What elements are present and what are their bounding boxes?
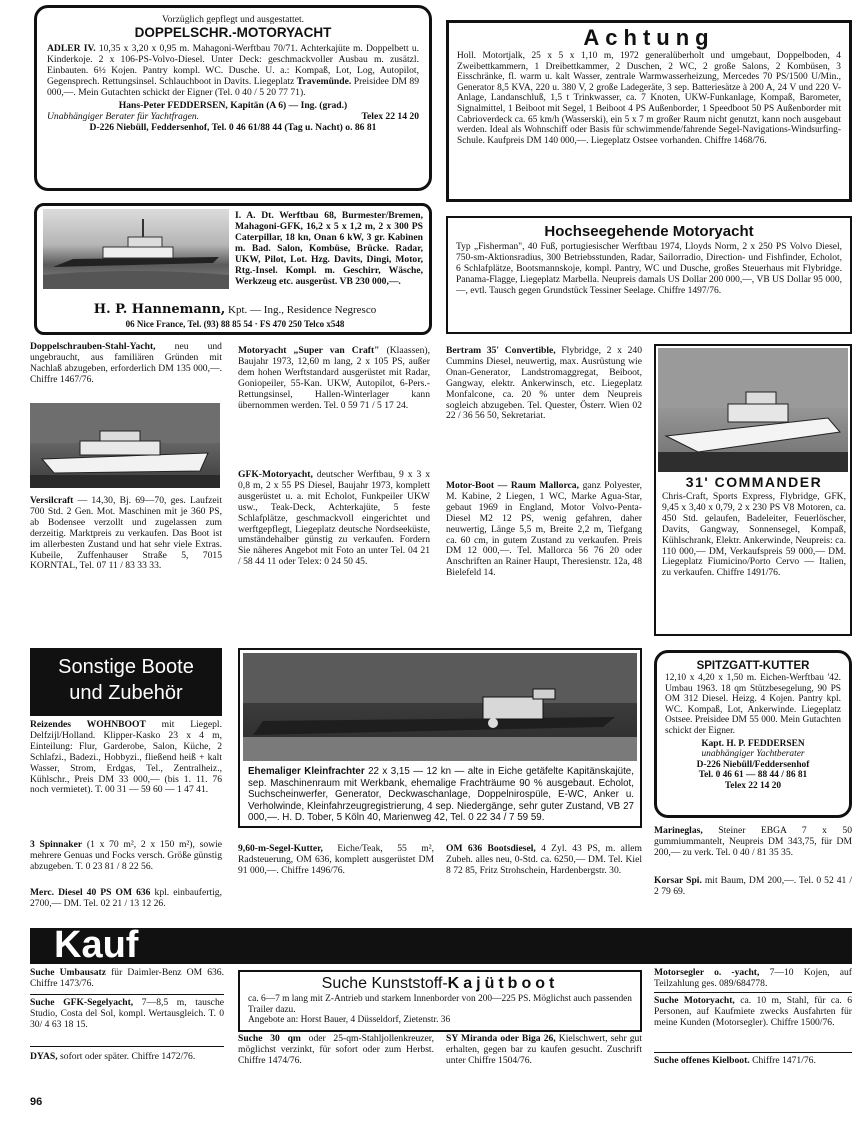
signature-role: Kpt. — Ing., Residence Negresco: [228, 304, 377, 316]
ad-title: OM 636 Bootsdiesel,: [446, 844, 536, 854]
ad-body: Chris-Craft, Sports Express, Flybridge, GFK, 9,45 x 3,40 x 0,79, 2 x 230 PS V8 Motoren, ca. 450 Std. gelaufen, Badeleiter, Feuerlöscher, Davits, Gangway, Sonnensegel, Kompaß, Kühlschrank, Elektr. Ankerwinde, Neupreis: ca. 110 000,— DM, Verkaufspreis 59 000,— DM. Liegeplatz Fiumicino/Porto Cervo — Italien, zu verkaufen. Chiffre 1491/76.: [662, 491, 846, 579]
ad-title: Reizendes WOHNBOOT: [30, 720, 146, 730]
ad-body: Typ „Fisherman", 40 Fuß, portugiesischer Werftbau 1974, Lloyds Norm, 2 x 250 PS Volvo Diesel, 750-sm-Aktionsradius, 300 Betriebsstunden, Radar, Sailorradio, Direction- und Fishfinder, Echolot, 6 Schlafplätze, Bootsmannskoje, kompl. Pantry, WC und Dusche, großes Steuerhaus mit Flybridge. Panama-Flagge, Liegeplatz Marbella. Neupreis damals US Dollar 200 000,—, VB US Dollar 95 000,—, evtl. Tausch gegen Grundstück Tessiner Seelage. Chiffre 1497/76.: [456, 242, 842, 296]
ad-title: Suche Kunststoff-: [321, 975, 448, 992]
ad-marineglas: [654, 826, 852, 859]
ad-om636-bootsdiesel: [446, 844, 642, 877]
ad-achtung: [446, 20, 852, 202]
ad-title: Motorsegler o. -yacht,: [654, 968, 760, 978]
ad-motorsegler: [654, 968, 852, 990]
ad-body: Kielschwert, sehr gut erhalten, gegen bar zu kaufen gesucht. Zuschrift unter Chiffre 1504/76.: [446, 1034, 642, 1066]
ad-title: 3 Spinnaker: [30, 840, 83, 850]
ad-body: mit Baum, DM 200,—. Tel. 0 52 41 / 2 79 69.: [654, 876, 852, 897]
ad-body: ca. 10 m, Stahl, für ca. 6 Personen, auf Kaufmiete zwecks Ausfahrten für meine Kunden (Motorsegler). Chiffre 1500/76.: [654, 996, 852, 1028]
ad-suche-motoryacht: [654, 996, 852, 1029]
ad-body-2: Preisidee DM 89 000,—. Mein Gutachten schickt der Eigner (Tel. 0 40 / 5 20 77 71).: [47, 76, 420, 98]
ad-title: 9,60-m-Segel-Kutter,: [238, 844, 323, 854]
ad-doppelschr-motoryacht: [34, 5, 432, 191]
ad-body: für Daimler-Benz OM 636. Chiffre 1473/76.: [30, 968, 224, 989]
commander-photo: [658, 348, 848, 472]
ad-body: 4 Zyl. 43 PS, m. allem Zubeh. alles neu, 0-Std. ca. 6250,— DM. Tel. Kiel 8 72 85, Fritz Strohschein, Hardenbergstr. 30.: [446, 844, 642, 876]
divider: [30, 994, 224, 995]
divider: [30, 1046, 224, 1047]
contact-name: Hans-Peter FEDDERSEN, Kapitän (A 6) — Ing. (grad.): [118, 100, 348, 111]
ad-30qm: [238, 1034, 434, 1067]
ad-super-van-craft: [238, 346, 430, 411]
versilcraft-image: [30, 403, 220, 488]
ad-stahl-yacht: [30, 342, 222, 386]
ad-body: neu und ungebraucht, aus familiären Gründen mit Nachlaß abzugeben, erforderlich DM 135 000,—. Chiffre 1467/76.: [30, 342, 222, 385]
contact-role: unabhängiger Yachtberater: [701, 749, 805, 760]
ad-title: DOPPELSCHR.-MOTORYACHT: [134, 25, 332, 40]
ad-hochseegehende-motoryacht: [446, 216, 852, 334]
ad-kleinfrachter: [238, 648, 642, 828]
ad-title: Achtung: [583, 25, 715, 50]
ad-body: 7—10 Kojen, auf Teilzahlung ges. 089/684778.: [654, 968, 852, 989]
ad-title: Marineglas,: [654, 826, 703, 836]
ad-spinnaker: [30, 840, 222, 873]
section-header-sonstige-boote: [30, 648, 222, 716]
ad-title: Suche Motoryacht,: [654, 996, 735, 1006]
ad-merc-diesel: [30, 888, 222, 910]
ad-sy-miranda: [446, 1034, 642, 1067]
ad-gfk-motoryacht: [238, 470, 430, 568]
contact-address: D-226 Niebüll/Feddersenhof: [696, 759, 810, 770]
ad-body: sofort oder später. Chiffre 1472/76.: [60, 1052, 196, 1062]
commander-image: [658, 348, 848, 472]
divider: [654, 992, 852, 993]
ad-body: kpl. einbaufertig, 2700,— DM. Tel. 02 21 / 13 12 26.: [30, 888, 222, 909]
ad-versilcraft: [30, 496, 222, 572]
ad-title: Hochseegehende Motoryacht: [544, 223, 754, 240]
ad-title: Doppelschrauben-Stahl-Yacht,: [30, 342, 156, 352]
ad-umbausatz: [30, 968, 224, 990]
ad-dyas: [30, 1052, 224, 1063]
ad-body: Flybridge, 2 x 240 Cummins Diesel, neuwertig, max. Ausrüstung wie Onan-Generator, Landstromaggregat, Beiboot, Gangway, elektr. Ankerwinsch, etc. Liegeplatz Monfalcone, ca. 20 % unter dem Neupreis sogleich abzugeben. Tel. Quester, Österr. Wien 02 22 / 36 56 50, Sekretariat.: [446, 346, 642, 422]
contact-name: Kapt. H. P. FEDDERSEN: [701, 738, 805, 749]
ad-body: I. A. Dt. Werftbau 68, Burmester/Bremen, Mahagoni-GFK, 16,2 x 5 x 1,2 m, 2 x 300 PS Caterpillar, 18 kn, Onan 6 kW, 3 gr. Kabinen m. Bad. Salon, Kombüse, Brücke. Radar, UKW, Pilot, Lot. Hzg. Davits, Dingi, Motor, Rtg.-Insel. Kompl. m. Geschirr, Wäsche, Werkzeug etc. ausgerüst. VB 230 000,—.: [235, 210, 423, 287]
ad-title: Suche GFK-Segelyacht,: [30, 998, 134, 1008]
ad-kunststoff-kajuetboot: [238, 970, 642, 1032]
ad-gfk-segelyacht: [30, 998, 224, 1031]
ad-title: Suche Umbausatz: [30, 968, 106, 978]
ad-motor-boot-mallorca: [446, 481, 642, 579]
ad-wohnboot: [30, 720, 222, 796]
contact-tel: Tel. 0 46 61 — 88 44 / 86 81: [698, 770, 808, 781]
contact-telex: Telex 22 14 20: [724, 780, 782, 791]
ad-body: (1 x 70 m², 2 x 150 m²), sowie mehrere Genuas und Focks versch. Größe günstig abzugeben. T. 0 23 81 / 8 22 56.: [30, 840, 222, 872]
ad-body: 22 x 3,15 — 12 kn — alte in Eiche getäfelte Kapitänskajüte, sep. Maschinenraum mit Werkbank, ehemalige Frachträume 90 % ausgebaut. Echolot, Suchscheinwerfer, Generator, Deckwaschanlage, Doppelnirospüle, E-WC, Anker u. Verholwinde, Kleinfahrzeugregistrierung, 4 sep. Niedergänge, sehr guter Zustand, VB 27 000,—. H. D. Tober, 5 Köln 40, Marienweg 42, Tel. 0 22 34 / 7 59 59.: [248, 766, 634, 823]
ad-title: GFK-Motoryacht,: [238, 470, 313, 480]
contact-telex: Telex 22 14 20: [361, 111, 419, 122]
ad-31-commander: [654, 344, 852, 636]
page-number: 96: [30, 1096, 43, 1108]
ad-bertram: [446, 346, 642, 422]
contact-address: 06 Nice France, Tel. (93) 88 85 54 · FS 470 250 Telco x548: [125, 319, 345, 329]
ad-body: — 14,30, Bj. 69—70, ges. Laufzeit 700 Std. 2 Gen. Mot. Maschinen mit je 360 PS, ab Bodensee verzollt und zugelassen zum derzeitig. Marktpreis zu verkaufen. Das Boot ist im allerbesten Zustand und hat sehr viele Extras. Kubeile, Zuffenhauser Straße 5, 7015 KORNTAL, Tel. 07 11 / 83 33 33.: [30, 496, 222, 572]
ad-body: ca. 6—7 m lang mit Z-Antrieb und starkem Innenborder von 200—225 PS. Möglichst auch passenden Trailer dazu.: [248, 994, 632, 1015]
ad-spitzgatt-kutter: [654, 650, 852, 818]
ad-segel-kutter: [238, 844, 434, 877]
ad-werftbau: [34, 203, 432, 335]
ad-title: DYAS,: [30, 1052, 58, 1062]
ad-body: oder 25-qm-Stahljollenkreuzer, möglichst verzinkt, für sofort oder zum Herbst. Chiffre 1474/76.: [238, 1034, 434, 1066]
ad-body: 12,10 x 4,20 x 1,50 m. Eichen-Werftbau '42. Umbau 1963. 18 qm Stützbesegelung, 90 PS OM 312 Diesel. Heizg. 4 Kojen. Pantry kpl. WC. Kompaß, Lot, Ankerwinde. Liegeplatz Ostsee. Preisidee DM 55 000. Mein Gutachten schickt der Eigner.: [665, 673, 841, 736]
ad-contact: Angebote an: Horst Bauer, 4 Düsseldorf, Zietenstr. 36: [248, 1015, 451, 1026]
ad-title: Merc. Diesel 40 PS OM 636: [30, 888, 151, 898]
versilcraft-photo: [30, 403, 220, 488]
ad-title: Suche offenes Kielboot.: [654, 1056, 750, 1066]
ad-body: Eiche/Teak, 55 m², Radsteuerung, OM 636, komplett ausgerüstet DM 91 000,—. Chiffre 1496/76.: [238, 844, 434, 876]
ad-intro: Vorzüglich gepflegt und ausgestattet.: [161, 14, 305, 25]
ad-title: SY Miranda oder Biga 26,: [446, 1034, 556, 1044]
ad-body: Chiffre 1471/76.: [752, 1056, 816, 1066]
section-header-kauf: [30, 924, 852, 966]
motoryacht-image: [43, 209, 229, 289]
ad-body: (Klaassen), Baujahr 1973, 12,60 m lang, 2 x 105 PS, außer dem hohen Werftstandard ausgerüstet mit Radar, Goniopeiler, 55-Kan. UKW, Autopilot, 6-Pers.-Rettungsinsel, Hallen-Winterlager kann übernommen werden. Tel. 0 59 71 / 5 17 24.: [238, 346, 430, 411]
ad-title: Motor-Boot — Raum Mallorca,: [446, 481, 580, 491]
ad-kielboot: [654, 1056, 852, 1067]
ad-title: Suche 30 qm: [238, 1034, 301, 1044]
ad-body: mit Liegepl. Delfzijl/Holland. Klipper-Kasko 23 x 4 m, Einteilung: Flur, Garderobe, Salon, Küche, 2 Schlafzi., Badezi., Hobbyzi., fließend heiß + kalt Wasser, Strom, Erdgas, Tel., Zentralheiz., Kühlschr., Preis DM 33 000,— (bis 1. 11. 76 noch vermietet). T. 00 31 — 59 60 — 1 47 41.: [30, 720, 222, 796]
section-title-line2: und Zubehör: [69, 682, 183, 704]
ad-title-bold: Kajütboot: [447, 975, 559, 992]
contact-address: D-226 Niebüll, Feddersenhof, Tel. 0 46 61/88 44 (Tag u. Nacht) o. 86 81: [89, 122, 377, 133]
ad-title: Korsar Spi.: [654, 876, 702, 886]
ad-korsar-spi: [654, 876, 852, 898]
ad-body: Holl. Motortjalk, 25 x 5 x 1,10 m, 1972 generalüberholt und umgebaut, Doppelboden, 4 Zweibettkammern, 1 Dreibettkammer, 2 Duschen, 2 WC, 2 große Salons, 2 Kombüsen, 3 Eisschränke, fl. warm u. kalt Wasser, zentrale Warmwasserheizung, Mercedes 70 PS/1500 U/Min., Generator 8,5 KVA, 220 u. 380 V, 2 große Ladegeräte, 3 sep. Batteriesätze à 200 A, 24 V und 220 V-Anlage, Landanschluß, 1,5 t Trinkwasser, ca. 7 Knoten, UKW-Funkanlage, Kompaß, Barometer, Signalmittel, 1 Beiboot mit Segel, 1 Beiboot 4 PS Außenborder, 1 Speedboot 50 PS Außenborder mit Cabrioverdeck ca. 65 km/h (Wasserski), ein 5 x 7 m großer Raum nicht genutzt, kann noch ausgebaut werden. Ideal als Wohnschiff oder Basis für schwimmende/fahrende Segel-Navigations-Windsurfing-Schule. Kaufpreis DM 140 000,—. Liegeplatz Ostsee vorhanden. Chiffre 1468/76.: [457, 51, 841, 146]
section-title: Kauf: [54, 924, 139, 966]
contact-role: Unabhängiger Berater für Yachtfragen.: [47, 111, 200, 122]
ad-body: ganz Polyester, M. Kabine, 2 Liegen, 1 WC, Marke Agua-Star, gebaut 1969 in England, Motor Volvo-Penta-Diesel M2 12 PS, wenig gefahren, daher neuwertig, Länge 5,5 m, Breite 2,2 m, Tiefgang ca. 60 cm, in gutem Zustand zu verkaufen. Preis DM 12 000,—. Tel. Mallorca 56 76 20 oder Anschriften an Rainer Haupt, Theresienstr. 12a, 48 Bielefeld 14.: [446, 481, 642, 579]
divider: [654, 1052, 852, 1053]
ad-body: deutscher Werftbau, 9 x 3 x 0,8 m, 2 x 55 PS Diesel, Baujahr 1973, komplett ausgerüstet u. a. mit Echolot, Funkpeiler UKW usw., Teak-Deck, Achterkajüte, 5 feste Schlafplätze, geschmackvoll eingerichtet und werftgepflegt, Liegeplatz deutsche Nordseeküste, umständehalber günstig zu verkaufen. Fordern Sie näheres Angebot mit Foto an unter Tel. 04 21 / 58 44 11 oder Telex: 0 24 50 45.: [238, 470, 430, 568]
kleinfrachter-photo: [243, 653, 637, 761]
kleinfrachter-image: [243, 653, 637, 761]
ad-body: 10,35 x 3,20 x 0,95 m. Mahagoni-Werftbau 70/71. Achterkajüte m. Doppelbett u. Kinderkoje. 2 x 106-PS-Volvo-Diesel. Unter Deck: geschmackvoller Ausbau m. zusätzl. Einbauten. 6½ Kojen. Pantry kompl. WC. Dusche. U. a.: Kompaß, Lot, Log, Autopilot, Gegensprech. Rettungsinsel. Schlauchboot in Davits. Liegeplatz: [47, 43, 420, 87]
ad-body: Steiner EBGA 7 x 50 gummiummantelt, Neupreis DM 343,75, für DM 200,— zu verk. Tel. 0 40 / 81 35 35.: [654, 826, 852, 858]
boat-photo: [43, 209, 229, 289]
ad-title: Ehemaliger Kleinfrachter: [248, 766, 365, 777]
signature: H. P. Hannemann,: [93, 302, 226, 317]
ad-body: 7—8,5 m, tausche Studio, Costa del Sol, kompl. Wertausgleich. T. 0 30/ 4 63 18 15.: [30, 998, 224, 1030]
ad-title: 31' COMMANDER: [685, 474, 823, 490]
section-title-line1: Sonstige Boote: [58, 656, 194, 678]
ad-title: Versilcraft: [30, 496, 74, 506]
ad-title: SPITZGATT-KUTTER: [696, 660, 810, 672]
ad-title: Motoryacht „Super van Craft": [238, 346, 380, 356]
boat-name: ADLER IV.: [47, 43, 96, 54]
ad-title: Bertram 35' Convertible,: [446, 346, 556, 356]
berth-place: Travemünde.: [296, 76, 352, 87]
